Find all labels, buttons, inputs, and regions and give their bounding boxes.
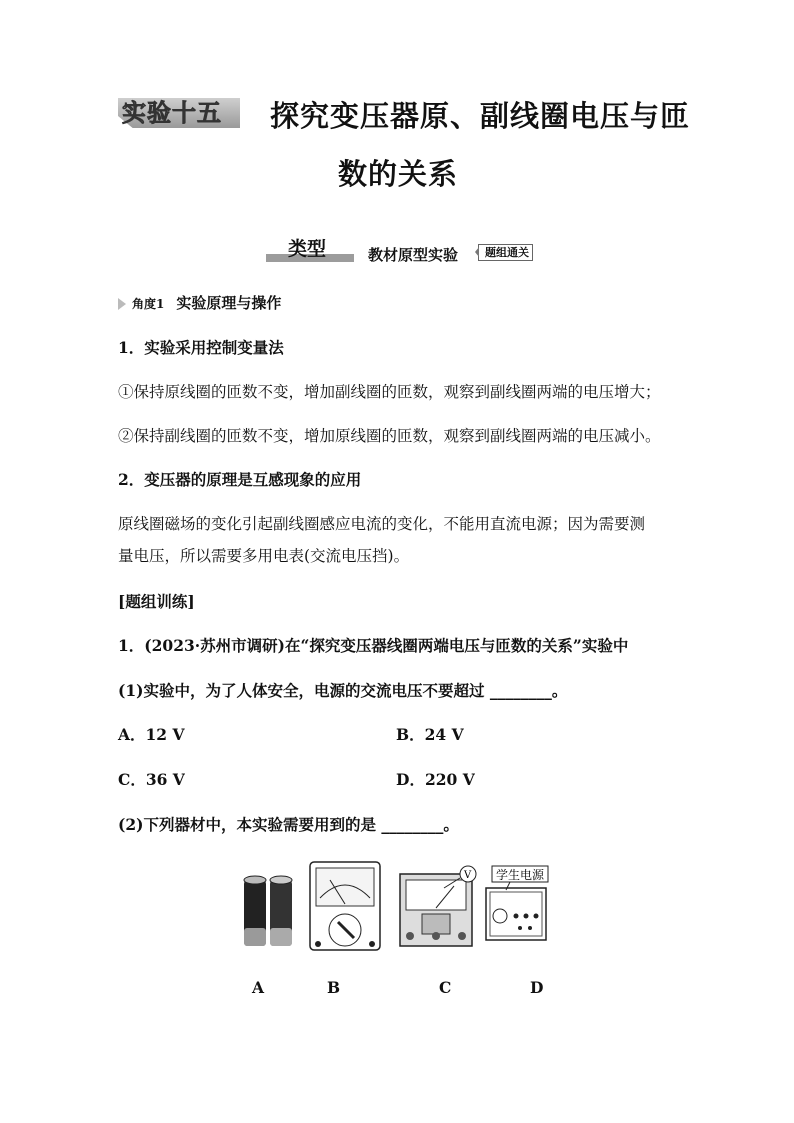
multimeter-icon (310, 862, 380, 950)
section1-heading: 1．实验采用控制变量法 (118, 338, 284, 357)
question1-part1: (1)实验中，为了人体安全，电源的交流电压不要超过 ________。 (118, 681, 568, 700)
equipment-figure (230, 858, 560, 954)
tag-text: 实验十五 (122, 99, 222, 127)
option-d: D．220 V (396, 770, 475, 789)
figure-label-d: D (530, 978, 544, 997)
battery-icon (244, 876, 292, 946)
option-c: C．36 V (118, 770, 185, 789)
section2-paragraph (118, 508, 678, 572)
question1-stem: 1．(2023·苏州市调研)在“探究变压器线圈两端电压与匝数的关系”实验中 (118, 636, 629, 655)
option-a: A．12 V (118, 725, 185, 744)
experiment-tag (118, 98, 240, 128)
page-title-line2: 数的关系 (338, 157, 459, 191)
triangle-icon (118, 298, 126, 310)
figure-label-c: C (439, 978, 452, 997)
section2-line1: 原线圈磁场的变化引起副线圈感应电流的变化，不能用直流电源；因为需要测 (118, 515, 646, 533)
training-heading: [题组训练] (118, 592, 195, 611)
page-title-line1: 探究变压器原、副线圈电压与匝 (270, 99, 691, 133)
section2-heading: 2．变压器的原理是互感现象的应用 (118, 470, 362, 489)
type-main: 教材原型实验 (368, 246, 459, 264)
figure-label-a: A (252, 978, 265, 997)
option-b: B．24 V (396, 725, 464, 744)
section2-line2: 量电压，所以需要多用电表(交流电压挡)。 (118, 547, 410, 565)
power-supply-label: 学生电源 (496, 868, 545, 882)
section1-line1: ①保持原线圈的匝数不变，增加副线圈的匝数，观察到副线圈两端的电压增大； (118, 383, 661, 401)
angle-heading (118, 292, 281, 313)
type-bar (266, 236, 536, 264)
figure-label-b: B (327, 978, 341, 997)
question1-part2: (2)下列器材中，本实验需要用到的是 ________。 (118, 815, 459, 834)
voltmeter-label: V (464, 870, 472, 881)
type-flag: 题组通关 (478, 244, 533, 261)
angle-label: 角度1 (132, 297, 165, 311)
type-label: 类型 (288, 238, 327, 260)
section1-line2: ②保持副线圈的匝数不变，增加原线圈的匝数，观察到副线圈两端的电压减小。 (118, 427, 661, 445)
angle-title: 实验原理与操作 (176, 294, 282, 312)
